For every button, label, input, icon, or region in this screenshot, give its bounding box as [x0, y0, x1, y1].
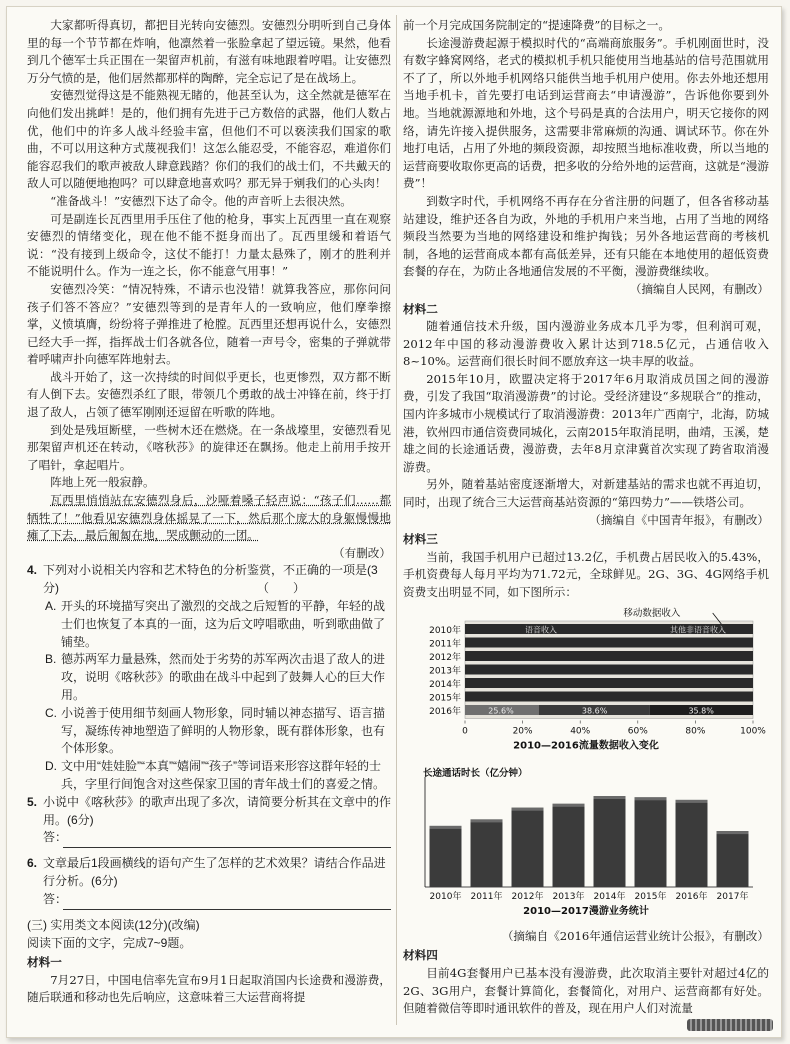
chart-title: 2010—2017漫游业务统计	[523, 906, 649, 918]
story-paragraph: 安德烈冷笑：“情况特殊，不请示也没错！就算我答应，那你问问孩子们答不答应？”安德烈等到的是青年人的一致响应，他们摩拳擦掌，义愤填膺，纷纷将子弹推进了枪膛。瓦西里还想再说什么，安德烈已经大手一挥，指挥战士们各就各位，随着一声号令，密集的子弹就带着呼啸声扑向德军阵地射去。	[27, 281, 391, 367]
bar-top	[676, 800, 708, 803]
option-c	[27, 705, 391, 758]
y-axis-label: 长途通话时长（亿分钟）	[423, 768, 528, 780]
story-paragraph: 安德烈觉得这是不能熟视无睹的，他甚至认为，这全然就是德军在向他们发出挑衅！是的，他们拥有先进于己方数倍的武器，他们人数占优，他们中的许多人战斗经验丰富，但他们不可以亵渎我们国家的歌曲，不可以用这种方式蔑视我们！这怎么能忍受，不能容忍，难道你们能容忍我们的歌声被敌人肆意践踏？你们的我们的战士们，不共戴天的敌人可以随便地抱吗？可以肆意地喜欢吗？那无异于剜我们的心头肉！	[27, 88, 391, 191]
material-4-title: 材料四	[403, 948, 438, 963]
x-tick-label: 2016年	[675, 892, 708, 903]
bar-segment	[465, 691, 753, 701]
x-tick-label: 80%	[685, 726, 706, 737]
callout-label: 移动数据收入	[623, 607, 681, 619]
answer-line[interactable]	[27, 829, 391, 855]
revenue-share-chart-svg	[403, 606, 769, 756]
x-tick-label: 2013年	[552, 892, 585, 903]
question-4	[27, 562, 391, 598]
material-4-text: 目前4G套餐用户已基本没有漫游费，此次取消主要针对超过4亿的2G、3G用户，套餐计算简化，套餐简化，对用户、运营商都有好处。但随着微信等即时通讯软件的普及，现在用户人们对流量	[403, 965, 769, 1016]
y-tick-label: 2010年	[429, 625, 461, 636]
x-tick-label: 2012年	[511, 892, 544, 903]
data-label: 35.8%	[688, 706, 714, 716]
section-instruction: 阅读下面的文字，完成7~9题。	[27, 935, 192, 950]
option-a	[27, 598, 391, 651]
bar-segment	[465, 678, 753, 688]
roaming-stats-chart	[403, 765, 769, 926]
question-6	[27, 855, 391, 891]
option-text: 小说善于使用细节刻画人物形象，同时辅以神态描写、语言描写，凝练传神地塑造了鲜明的人物形象，既有群体形象，也有个体形象。	[61, 705, 386, 756]
story-paragraph: “准备战斗！”安德烈下达了命令。他的声音听上去很决然。	[50, 193, 352, 208]
bar	[635, 797, 667, 887]
bar	[594, 796, 626, 887]
y-tick-label: 2014年	[429, 679, 461, 690]
bar-top	[717, 831, 749, 834]
material-2-text: 2015年10月，欧盟决定将于2017年6月取消成员国之间的漫游费，引发了我国“取消漫游费”的讨论。受经济建设“多规联合”的推动，国内许多城市小规模试行了取消漫游费：2013年广西南宁，北海，防城港，钦州四市通信资费同城化，云南2015年取消昆明，曲靖，玉溪，楚雄之间的长途通话费，漫游费，去年8月京津冀首次实现了跨省取消漫游费。	[403, 371, 769, 474]
option-letter: C.	[45, 705, 57, 720]
source-note: （摘编自《中国青年报》，有删改）	[589, 512, 769, 527]
option-letter: A.	[45, 599, 57, 613]
bar	[553, 804, 585, 887]
bar-segment	[465, 651, 753, 661]
roaming-stats-chart-svg	[403, 765, 769, 920]
exam-page	[6, 6, 782, 1038]
question-text: 下列对小说相关内容和艺术特色的分析鉴赏，不正确的一项是(3分) （ ）	[43, 563, 378, 596]
question-number: 6.	[27, 856, 38, 871]
bar-segment	[465, 664, 753, 674]
page-tab-decoration	[687, 1019, 773, 1031]
y-tick-label: 2012年	[429, 652, 461, 663]
option-text: 文中用“娃娃脸”“本真”“嬉闹”“孩子”等词语来形容这群年轻的士兵，字里行间饱含对这些保家卫国的青年战士们的喜爱之情。	[61, 759, 386, 791]
story-paragraph: 可是副连长瓦西里用手压住了他的枪身，事实上瓦西里一直在观察安德烈的情绪变化，现在他不能不挺身而出了。瓦西里缓和着语气说：“没有接到上级命令，这仗不能打！力量太悬殊了，刚才的胜利并不能说明什么。作为一连之长，你不能意气用事！”	[27, 211, 391, 279]
section-header: (三) 实用类文本阅读(12分)(改编)	[27, 917, 200, 932]
question-number: 4.	[27, 563, 38, 578]
material-1-cont: 到数字时代，手机网络不再存在分省注册的问题了，但各省移动基站建设，维护还各自为政，外地的手机用户来当地，占用了当地的网络频段当然要为当地的网络建设和维护掏钱；另外各地运营商的考核机制，各地的运营商成本都有高低差异，还有只能在本地使用的超低资费套餐的存在，为防止各地通信发展的不平衡，漫游费继续收。	[403, 193, 769, 279]
bar-top	[430, 826, 462, 829]
option-b	[27, 651, 391, 704]
question-number: 5.	[27, 794, 38, 809]
x-tick-label: 60%	[627, 726, 648, 737]
x-tick-label: 20%	[512, 726, 533, 737]
data-label: 25.6%	[488, 706, 514, 716]
material-2-title: 材料二	[403, 301, 438, 316]
story-paragraph: 到处是残垣断壁，一些树木还在燃烧。在一条战壕里，安德烈看见那架留声机还在转动，《喀秋莎》的旋律还在飘扬。他走上前用手按开了唱针，拿起唱片。	[27, 422, 391, 472]
bar-top	[553, 804, 585, 807]
series-label: 语音收入	[525, 625, 557, 635]
x-tick-label: 2011年	[470, 892, 503, 903]
option-text: 开头的环境描写突出了激烈的交战之后短暂的平静，年轻的战士们也恢复了本真的一面，这为后文哼唱歌曲，听到歌曲做了铺垫。	[61, 599, 386, 649]
source-note: （摘编自《2016年通信运营业统计公报》，有删改）	[501, 928, 769, 943]
x-tick-label: 2014年	[593, 892, 626, 903]
x-tick-label: 2010年	[429, 892, 462, 903]
question-text: 文章最后1段画横线的语句产生了怎样的艺术效果？请结合作品进行分析。(6分)	[43, 856, 386, 889]
source-note: （摘编自人民网，有删改）	[629, 281, 769, 296]
option-letter: D.	[45, 759, 57, 774]
x-tick-label: 0	[462, 726, 468, 737]
option-text: 德苏两军力量悬殊，然而处于劣势的苏军两次击退了敌人的进攻，说明《喀秋莎》的歌曲在战斗中起到了鼓舞人心的巨大作用。	[61, 652, 386, 702]
bar-top	[512, 808, 544, 811]
story-paragraph: 阵地上死一般寂静。	[50, 475, 155, 490]
material-1-title: 材料一	[27, 955, 62, 970]
story-paragraph: 战斗开始了，这一次持续的时间似乎更长，也更惨烈，双方都不断有人倒下去。安德烈杀红了眼，带领几个勇敢的战士冲锋在前，终于打退了敌人，占领了德军刚刚还逗留在听歌的阵地。	[27, 369, 391, 420]
bar	[512, 808, 544, 887]
question-text: 小说中《喀秋莎》的歌声出现了多次，请简要分析其在文章中的作用。(6分)	[43, 794, 392, 827]
bar	[676, 800, 708, 887]
option-letter: B.	[45, 652, 57, 667]
bar	[471, 820, 503, 888]
bar-top	[635, 797, 667, 800]
bar	[430, 826, 462, 887]
y-tick-label: 2013年	[429, 666, 461, 677]
x-tick-label: 2017年	[716, 892, 749, 903]
story-last-paragraph: 瓦西里悄悄站在安德烈身后，沙哑着嗓子轻声说：“孩子们……都牺牲了！”他看见安德烈身体摇晃了一下，然后那个庞大的身躯慢慢地瘫了下去，最后匍匐在地，哭成颤动的一团。	[27, 493, 391, 543]
series-label: 其他非语音收入	[670, 625, 726, 635]
material-3-title: 材料三	[403, 532, 438, 547]
answer-label: 答：	[43, 830, 68, 845]
x-tick-label: 100%	[740, 726, 766, 737]
material-1-cont: 前一个月完成国务院制定的“提速降费”的目标之一。	[403, 18, 670, 32]
material-3-text: 当前，我国手机用户已超过13.2亿，手机费占居民收入的5.43%，手机资费每人每月平均为71.72元，全球鲜见。2G、3G、4G网络手机资费支出明显不同，如下图所示：	[403, 549, 769, 599]
x-tick-label: 2015年	[634, 892, 667, 903]
material-2-text: 随着通信技术升级，国内漫游业务成本几乎为零，但利润可观，2012年中国的移动漫游费收入累计达到718.5亿元，占通信收入8~10%。运营商们很长时间不愿放弃这一块丰厚的收益。	[403, 319, 769, 369]
y-tick-label: 2015年	[429, 693, 461, 704]
source-note: （有删改）	[333, 545, 391, 560]
option-d	[27, 758, 391, 794]
material-1-text: 7月27日，中国电信率先宣布9月1日起取消国内长途费和漫游费，随后联通和移动也先后响应，这意味着三大运营商将提	[27, 972, 391, 1005]
bar-top	[471, 820, 503, 823]
x-tick-label: 40%	[570, 726, 591, 737]
data-label: 38.6%	[581, 706, 608, 716]
material-1-cont: 长途漫游费起源于模拟时代的“高端商旅服务”。手机刚面世时，没有数字蜂窝网络，老式的模拟机手机只能使用当地基站的信号范围就用不了了，所以外地手机网络只能供当地手机用户使用。你去外地还想用当地手机卡，首先要打电话到运营商去“申请漫游”，告诉他你要到外地。当地就源源地和外地，这个号码是真的合法用户，明天它接你的网络，请先许接入提供服务，这需要非常麻烦的沟通、调试环节。你在外地打电话，占用了外地的频段资源，却按照当地标准收费，所以当地的运营商要收取你更高的话费，把多收的分给外地的运营商，这就是“漫游费”！	[403, 35, 769, 191]
right-column	[403, 17, 769, 1018]
bar-top	[594, 796, 626, 799]
bar-segment	[465, 637, 753, 647]
chart-title: 2010—2016流量数据收入变化	[513, 740, 659, 752]
answer-label: 答：	[43, 891, 68, 906]
story-paragraph: 大家都听得真切，都把目光转向安德烈。安德烈分明听到自己身体里的每一个节节都在炸响，他凛然着一张脸拿起了望远镜。果然，他看到几个德军士兵正围在一架留声机前，有滋有味地跟着哼唱。让安德烈万分气愤的是，他们居然都那样的陶醉，完全忘记了是在战场上。	[27, 18, 391, 85]
column-divider	[396, 15, 397, 1025]
question-5	[27, 794, 391, 830]
y-tick-label: 2011年	[429, 639, 461, 650]
answer-line[interactable]	[27, 891, 391, 917]
left-column	[27, 17, 391, 1007]
revenue-share-chart	[403, 606, 769, 762]
y-tick-label: 2016年	[429, 706, 461, 717]
bar	[717, 831, 749, 887]
material-2-text: 另外，随着基站密度逐渐增大，对新建基站的需求也就不再迫切，同时，出现了统合三大运营商基站资源的“第四势力”——铁塔公司。	[403, 477, 769, 510]
